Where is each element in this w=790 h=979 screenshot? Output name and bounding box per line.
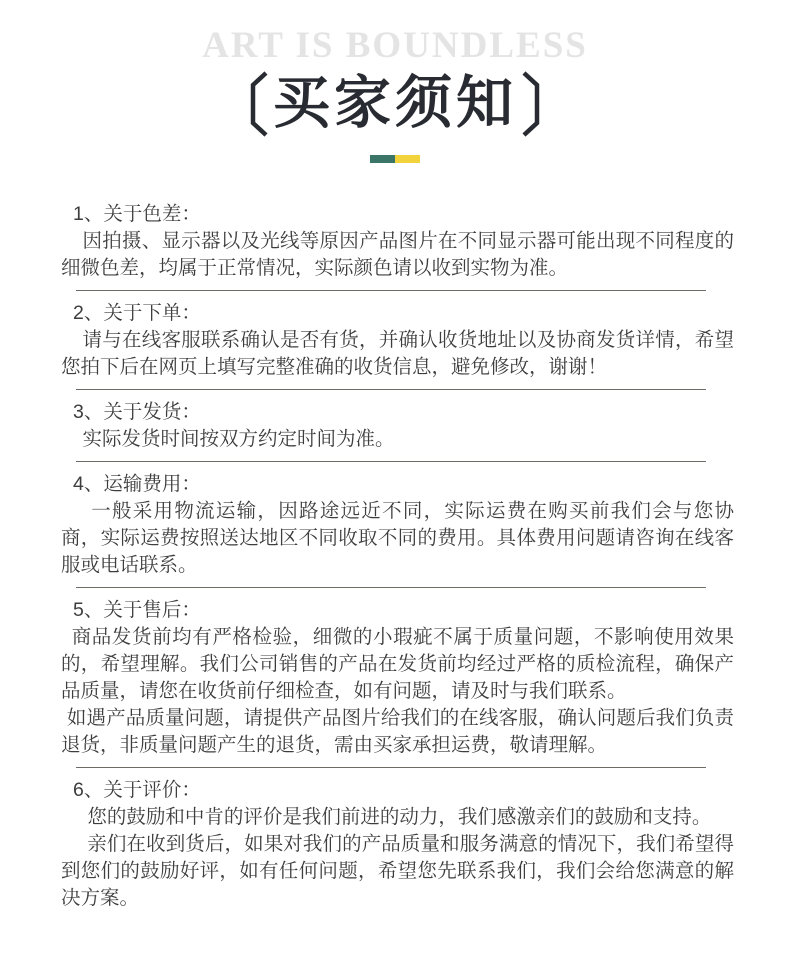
section-heading: 6、关于评价： bbox=[73, 779, 201, 801]
section-paragraph: 一般采用物流运输，因路途远近不同，实际运费在购买前我们会与您协商，实际运费按照送达地区不同收取不同的费用。具体费用问题请咨询在线客服或电话联系。 bbox=[61, 500, 734, 576]
section-paragraph: 因拍摄、显示器以及光线等原因产品图片在不同显示器可能出现不同程度的细微色差，均属于正常情况，实际颜色请以收到实物为准。 bbox=[61, 230, 734, 279]
section-paragraph: 实际发货时间按双方约定时间为准。 bbox=[82, 428, 395, 450]
section-color-difference bbox=[61, 201, 734, 290]
notice-content bbox=[0, 163, 790, 920]
section-paragraph: 亲们在收到货后，如果对我们的产品质量和服务满意的情况下，我们希望得到您们的鼓励好评，如有任何问题，希望您先联系我们，我们会给您满意的解决方案。 bbox=[61, 833, 734, 909]
english-subtitle: ART IS BOUNDLESS bbox=[202, 25, 588, 66]
page-header bbox=[0, 0, 790, 163]
tortoise-bracket-left-icon bbox=[245, 70, 269, 138]
section-heading: 3、关于发货： bbox=[73, 401, 201, 423]
section-ordering bbox=[61, 291, 734, 389]
section-shipping bbox=[61, 390, 734, 461]
section-paragraph: 请与在线客服联系确认是否有货，并确认收货地址以及协商发货详情，希望您拍下后在网页上填写完整准确的收货信息，避免修改，谢谢！ bbox=[61, 329, 734, 378]
page-title bbox=[0, 69, 790, 139]
section-feedback bbox=[61, 768, 734, 920]
tortoise-bracket-right-icon bbox=[521, 70, 545, 138]
page-title-text: 买家须知 bbox=[273, 72, 517, 135]
section-paragraph: 商品发货前均有严格检验，细微的小瑕疵不属于质量问题，不影响使用效果的，希望理解。我们公司销售的产品在发货前均经过严格的质检流程，确保产品质量，请您在收货前仔细检查，如有问题，请及时与我们联系。 bbox=[61, 626, 734, 702]
section-heading: 2、关于下单： bbox=[73, 302, 201, 324]
section-freight-cost bbox=[61, 462, 734, 587]
accent-yellow-block bbox=[395, 155, 420, 163]
accent-teal-block bbox=[370, 155, 395, 163]
section-paragraph: 如遇产品质量问题，请提供产品图片给我们的在线客服，确认问题后我们负责退货，非质量问题产生的退货，需由买家承担运费，敬请理解。 bbox=[61, 707, 734, 756]
section-after-sales bbox=[61, 588, 734, 767]
section-heading: 4、运输费用： bbox=[73, 473, 201, 495]
title-accent-divider bbox=[0, 155, 790, 163]
section-heading: 5、关于售后： bbox=[73, 599, 201, 621]
section-heading: 1、关于色差： bbox=[73, 203, 201, 225]
section-paragraph: 您的鼓励和中肯的评价是我们前进的动力，我们感激亲们的鼓励和支持。 bbox=[87, 806, 712, 828]
